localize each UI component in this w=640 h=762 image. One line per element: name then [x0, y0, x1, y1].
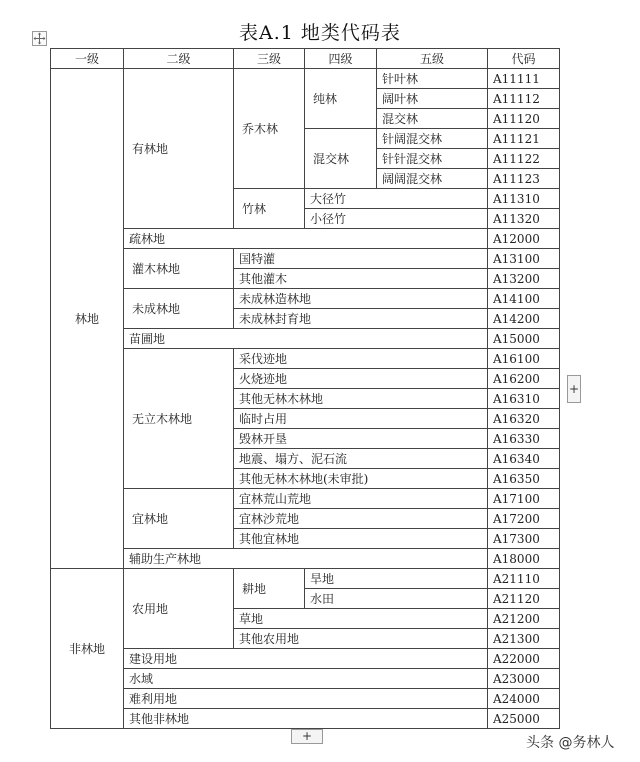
level2-cell: 灌木林地 [124, 249, 234, 289]
header-code: 代码 [488, 49, 560, 69]
level3-cell: 其他宜林地 [234, 529, 488, 549]
table-row [51, 249, 560, 269]
code-cell: A23000 [488, 669, 560, 689]
level4-cell: 水田 [305, 589, 488, 609]
table-move-handle-icon[interactable] [32, 31, 47, 46]
header-row [51, 49, 560, 69]
code-cell: A11123 [488, 169, 560, 189]
level3-cell: 宜林沙荒地 [234, 509, 488, 529]
header-level1: 一级 [51, 49, 124, 69]
level5-cell: 针叶林 [377, 69, 488, 89]
level2-cell: 无立木林地 [124, 349, 234, 489]
code-cell: A11120 [488, 109, 560, 129]
code-cell: A17300 [488, 529, 560, 549]
level3-cell: 国特灌 [234, 249, 488, 269]
code-cell: A13200 [488, 269, 560, 289]
table-row [51, 649, 560, 669]
table-row [51, 229, 560, 249]
code-cell: A24000 [488, 689, 560, 709]
level2-cell: 宜林地 [124, 489, 234, 549]
code-cell: A21110 [488, 569, 560, 589]
table-row [51, 289, 560, 309]
level2-cell: 难利用地 [124, 689, 488, 709]
level5-cell: 针针混交林 [377, 149, 488, 169]
level3-cell: 耕地 [234, 569, 305, 609]
level3-cell: 采伐迹地 [234, 349, 488, 369]
code-cell: A21300 [488, 629, 560, 649]
level3-cell: 竹林 [234, 189, 305, 229]
code-cell: A11310 [488, 189, 560, 209]
level5-cell: 混交林 [377, 109, 488, 129]
level3-cell: 火烧迹地 [234, 369, 488, 389]
level2-cell: 农用地 [124, 569, 234, 649]
code-cell: A16310 [488, 389, 560, 409]
level4-cell: 大径竹 [305, 189, 488, 209]
table-row [51, 349, 560, 369]
level3-cell: 乔木林 [234, 69, 305, 189]
level2-cell: 未成林地 [124, 289, 234, 329]
code-cell: A16200 [488, 369, 560, 389]
code-cell: A11112 [488, 89, 560, 109]
add-column-button[interactable]: + [567, 375, 581, 403]
level4-cell: 旱地 [305, 569, 488, 589]
level3-cell: 地震、塌方、泥石流 [234, 449, 488, 469]
code-cell: A22000 [488, 649, 560, 669]
code-cell: A12000 [488, 229, 560, 249]
level1-cell: 林地 [51, 69, 124, 569]
level2-cell: 建设用地 [124, 649, 488, 669]
level3-cell: 未成林封育地 [234, 309, 488, 329]
level4-cell: 混交林 [305, 129, 377, 189]
land-type-code-table [50, 48, 560, 729]
level3-cell: 其他无林木林地(未审批) [234, 469, 488, 489]
table-row [51, 549, 560, 569]
code-cell: A11121 [488, 129, 560, 149]
level3-cell: 其他灌木 [234, 269, 488, 289]
code-cell: A17200 [488, 509, 560, 529]
code-cell: A15000 [488, 329, 560, 349]
level5-cell: 针阔混交林 [377, 129, 488, 149]
code-cell: A21200 [488, 609, 560, 629]
table-row [51, 489, 560, 509]
level3-cell: 草地 [234, 609, 488, 629]
level2-cell: 苗圃地 [124, 329, 488, 349]
level5-cell: 阔叶林 [377, 89, 488, 109]
code-cell: A16350 [488, 469, 560, 489]
code-cell: A18000 [488, 549, 560, 569]
table-row [51, 69, 560, 89]
code-cell: A21120 [488, 589, 560, 609]
code-cell: A11320 [488, 209, 560, 229]
header-level4: 四级 [305, 49, 377, 69]
code-cell: A16320 [488, 409, 560, 429]
level5-cell: 阔阔混交林 [377, 169, 488, 189]
code-cell: A14100 [488, 289, 560, 309]
table-row [51, 569, 560, 589]
code-cell: A16340 [488, 449, 560, 469]
level4-cell: 小径竹 [305, 209, 488, 229]
code-cell: A16330 [488, 429, 560, 449]
page-title: 表A.1 地类代码表 [239, 22, 401, 44]
code-cell: A17100 [488, 489, 560, 509]
level3-cell: 其他无林木林地 [234, 389, 488, 409]
add-row-button[interactable]: + [291, 729, 323, 744]
level3-cell: 毁林开垦 [234, 429, 488, 449]
level2-cell: 水域 [124, 669, 488, 689]
header-level3: 三级 [234, 49, 305, 69]
table-row [51, 669, 560, 689]
level3-cell: 宜林荒山荒地 [234, 489, 488, 509]
watermark-text: 头条 @务林人 [526, 735, 615, 751]
level2-cell: 其他非林地 [124, 709, 488, 729]
code-cell: A11111 [488, 69, 560, 89]
table-row [51, 709, 560, 729]
level3-cell: 其他农用地 [234, 629, 488, 649]
level2-cell: 辅助生产林地 [124, 549, 488, 569]
code-cell: A25000 [488, 709, 560, 729]
code-cell: A13100 [488, 249, 560, 269]
level3-cell: 未成林造林地 [234, 289, 488, 309]
table-row [51, 329, 560, 349]
level1-cell: 非林地 [51, 569, 124, 729]
table-row [51, 689, 560, 709]
header-level2: 二级 [124, 49, 234, 69]
code-cell: A16100 [488, 349, 560, 369]
level4-cell: 纯林 [305, 69, 377, 129]
code-cell: A14200 [488, 309, 560, 329]
header-level5: 五级 [377, 49, 488, 69]
level2-cell: 有林地 [124, 69, 234, 229]
level3-cell: 临时占用 [234, 409, 488, 429]
level2-cell: 疏林地 [124, 229, 488, 249]
code-cell: A11122 [488, 149, 560, 169]
